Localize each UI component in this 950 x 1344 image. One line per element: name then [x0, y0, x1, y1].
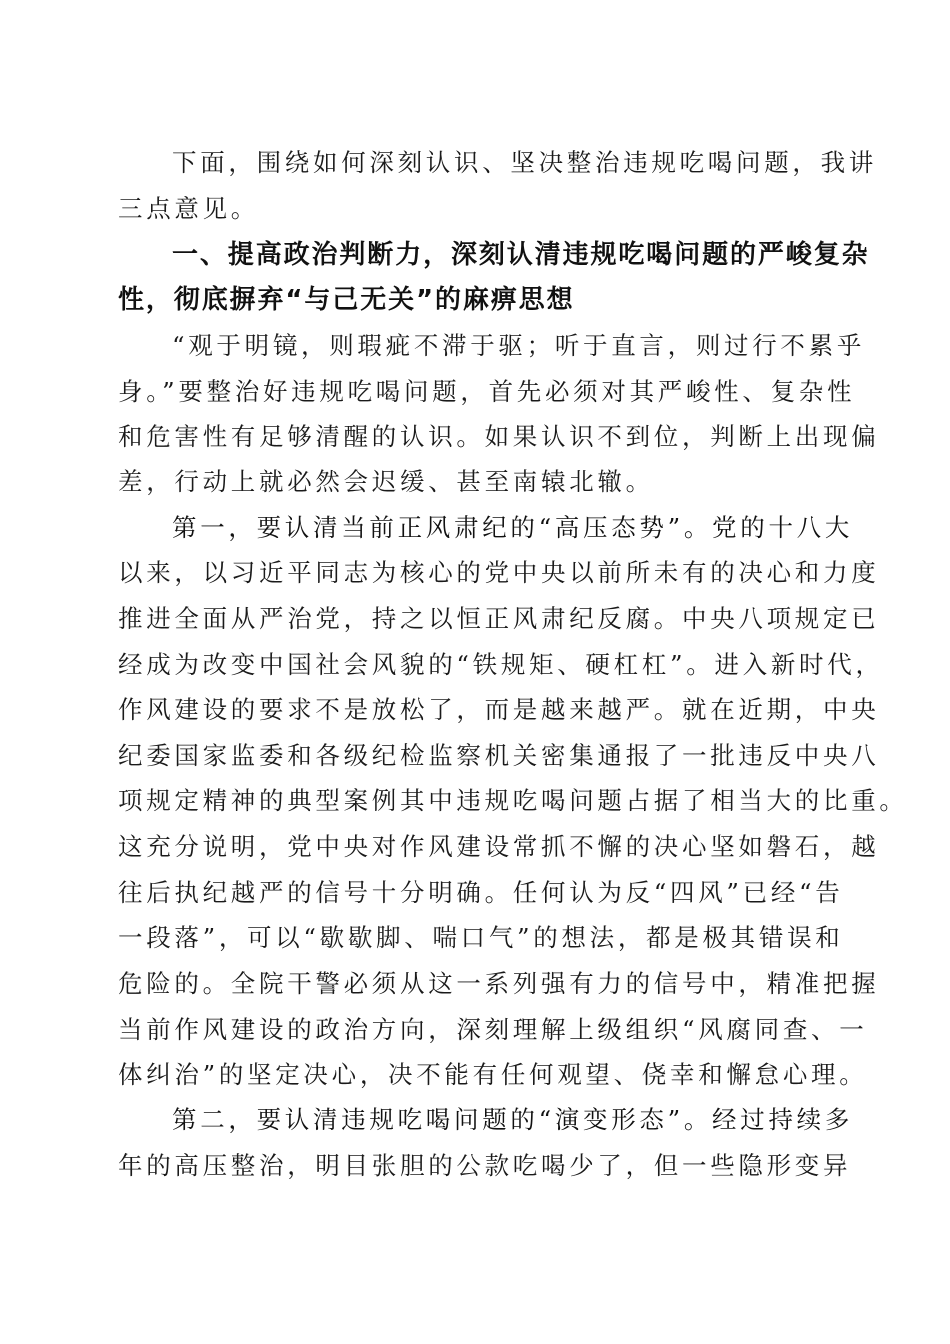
- paragraph-point-1-line-1: 第一，要认清当前正风肃纪的“高压态势”。党的十八大: [172, 513, 854, 542]
- paragraph-point-1-line-9: 往后执纪越严的信号十分明确。任何认为反“四风”已经“告: [118, 878, 844, 907]
- paragraph-point-1-line-7: 项规定精神的典型案例其中违规吃喝问题占据了相当大的比重。: [118, 786, 908, 815]
- paragraph-quote-line-4: 差，行动上就必然会迟缓、甚至南辕北辙。: [118, 467, 654, 496]
- paragraph-point-1-line-4: 经成为改变中国社会风貌的“铁规矩、硬杠杠”。进入新时代，: [118, 650, 884, 679]
- paragraph-point-1-line-13: 体纠治”的坚定决心，决不能有任何观望、侥幸和懈怠心理。: [118, 1060, 868, 1089]
- paragraph-quote-line-1: “观于明镜，则瑕疵不滞于驱；听于直言，则过行不累乎: [172, 331, 866, 360]
- paragraph-point-1-line-2: 以来，以习近平同志为核心的党中央以前所未有的决心和力度: [118, 558, 880, 587]
- paragraph-quote-line-2: 身。”要整治好违规吃喝问题，首先必须对其严峻性、复杂性: [118, 377, 856, 406]
- paragraph-intro-line-2: 三点意见。: [118, 194, 259, 223]
- paragraph-point-2-line-1: 第二，要认清违规吃喝问题的“演变形态”。经过持续多: [172, 1105, 854, 1134]
- paragraph-point-1-line-8: 这充分说明，党中央对作风建设常抓不懈的决心坚如磐石，越: [118, 832, 880, 861]
- paragraph-point-1-line-5: 作风建设的要求不是放松了，而是越来越严。就在近期，中央: [118, 695, 880, 724]
- section-heading-1-line-2: 性，彻底摒弃“与己无关”的麻痹思想: [118, 285, 575, 315]
- paragraph-point-1-line-11: 危险的。全院干警必须从这一系列强有力的信号中，精准把握: [118, 969, 880, 998]
- paragraph-intro-line-1: 下面，围绕如何深刻认识、坚决整治违规吃喝问题，我讲: [172, 148, 877, 177]
- paragraph-point-1-line-3: 推进全面从严治党，持之以恒正风肃纪反腐。中央八项规定已: [118, 604, 880, 633]
- paragraph-point-1-line-10: 一段落”，可以“歇歇脚、喘口气”的想法，都是极其错误和: [118, 923, 844, 952]
- paragraph-point-1-line-12: 当前作风建设的政治方向，深刻理解上级组织“风腐同查、一: [118, 1015, 868, 1044]
- section-heading-1-line-1: 一、提高政治判断力，深刻认清违规吃喝问题的严峻复杂: [172, 240, 870, 270]
- paragraph-quote-line-3: 和危害性有足够清醒的认识。如果认识不到位，判断上出现偏: [118, 422, 880, 451]
- paragraph-point-2-line-2: 年的高压整治，明目张胆的公款吃喝少了，但一些隐形变异: [118, 1151, 852, 1180]
- paragraph-point-1-line-6: 纪委国家监委和各级纪检监察机关密集通报了一批违反中央八: [118, 741, 880, 770]
